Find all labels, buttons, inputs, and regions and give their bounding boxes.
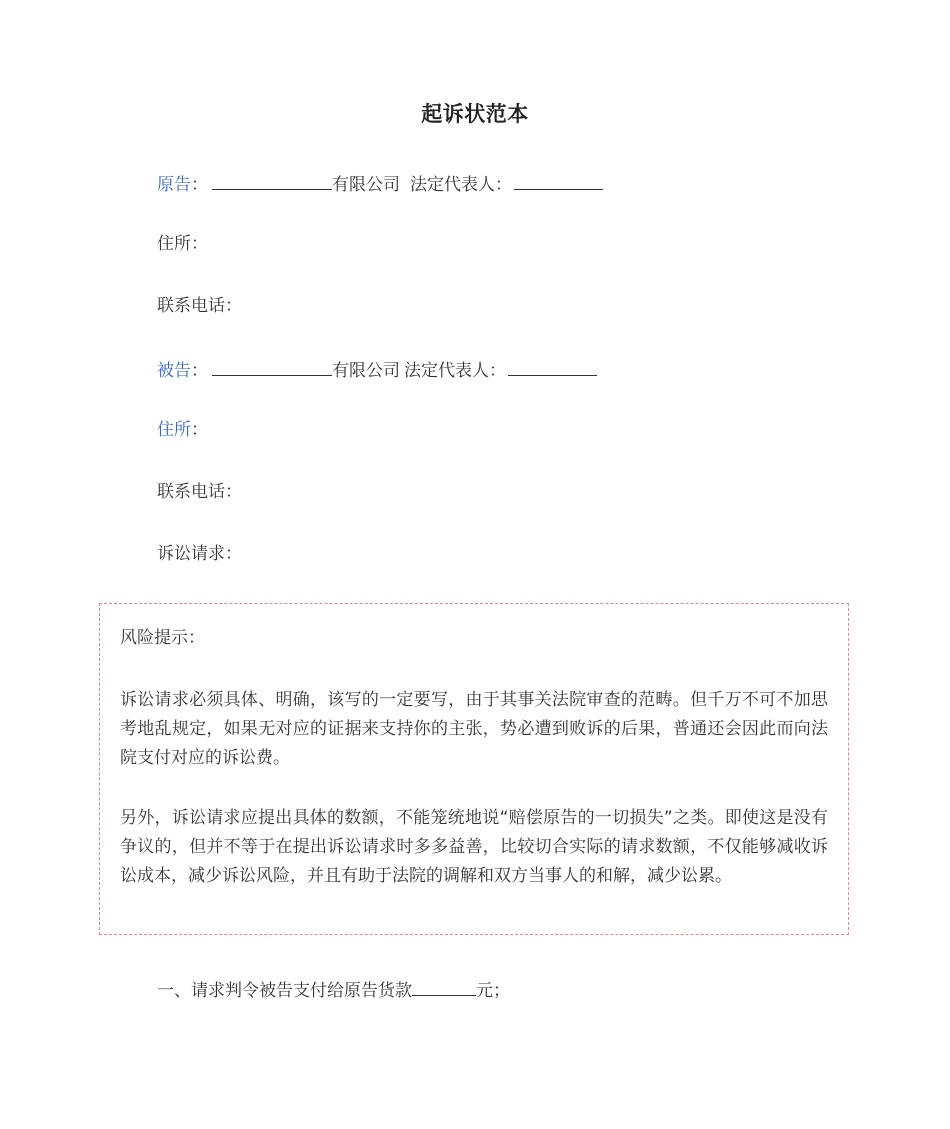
plaintiff-company-suffix: 有限公司 <box>332 175 400 195</box>
plaintiff-company-blank <box>212 170 332 190</box>
defendant-line <box>157 356 597 383</box>
plaintiff-address: 住所： <box>157 234 208 254</box>
page-title: 起诉状范本 <box>421 102 529 126</box>
defendant-label[interactable]: 被告 <box>157 361 191 381</box>
plaintiff-sep: ： <box>191 175 208 195</box>
plaintiff-phone: 联系电话： <box>157 296 242 316</box>
defendant-company-suffix: 有限公司 <box>332 361 400 381</box>
claim-1-suffix: 元； <box>476 981 510 1001</box>
claim-1-line <box>157 976 510 1003</box>
claims-label: 诉讼请求： <box>157 544 242 564</box>
defendant-company-blank <box>212 356 332 376</box>
claim-1-prefix: 一、请求判令被告支付给原告货款 <box>157 981 412 1001</box>
plaintiff-label[interactable]: 原告 <box>157 175 191 195</box>
plaintiff-line <box>157 170 603 197</box>
risk-tip-paragraph-1: 诉讼请求必须具体、明确，该写的一定要写，由于其事关法院审查的范畴。但千万不可不加思考地乱规定，如果无对应的证据来支持你的主张，势必遭到败诉的后果，普通还会因此而向法院支付对应的诉讼费。 <box>120 690 828 768</box>
defendant-address-sep: ： <box>191 420 208 440</box>
claim-1-amount-blank <box>412 976 476 996</box>
risk-tip-title: 风险提示： <box>120 628 205 648</box>
defendant-rep-label: 法定代表人： <box>404 361 506 381</box>
plaintiff-rep-label: 法定代表人： <box>410 175 512 195</box>
defendant-address-label[interactable]: 住所 <box>157 420 191 440</box>
risk-tip-box <box>99 603 849 935</box>
plaintiff-rep-blank <box>514 170 603 190</box>
risk-tip-paragraph-2: 另外，诉讼请求应提出具体的数额，不能笼统地说“赔偿原告的一切损失”之类。即使这是没有争议的，但并不等于在提出诉讼请求时多多益善，比较切合实际的请求数额，不仅能够减收诉讼成本，减少诉讼风险，并且有助于法院的调解和双方当事人的和解，减少讼累。 <box>120 808 828 886</box>
defendant-phone: 联系电话： <box>157 482 242 502</box>
defendant-rep-blank <box>508 356 597 376</box>
defendant-sep: ： <box>191 361 208 381</box>
defendant-address-line <box>157 418 208 442</box>
